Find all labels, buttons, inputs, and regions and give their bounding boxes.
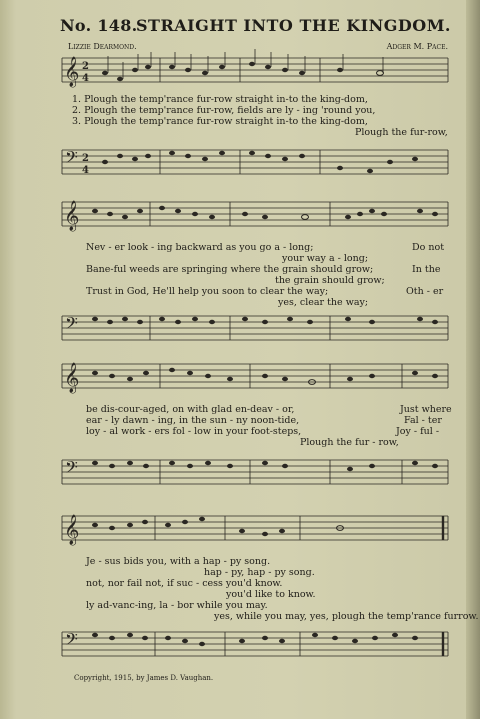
bass-staff bbox=[50, 310, 450, 350]
composer-credit: Adger M. Pace. bbox=[386, 42, 448, 51]
svg-text:𝄢: 𝄢 bbox=[65, 313, 78, 337]
treble-staff bbox=[50, 52, 450, 96]
bass-staff bbox=[50, 454, 450, 494]
lyric-line-3-2: Just where bbox=[400, 404, 452, 415]
hymn-title: STRAIGHT INTO THE KINGDOM. bbox=[136, 16, 451, 35]
lyric-line-2-8: Oth - er bbox=[406, 286, 444, 297]
music-system-1 bbox=[50, 52, 450, 192]
hymn-header bbox=[60, 14, 460, 36]
svg-text:𝄞: 𝄞 bbox=[64, 515, 80, 545]
treble-staff bbox=[50, 358, 450, 398]
lyric-line-4-4: you'd like to know. bbox=[226, 589, 316, 600]
lyric-line-1-3: 3. Plough the temp'rance fur-row straight in-to the king-dom, bbox=[72, 116, 368, 127]
bass-staff bbox=[50, 626, 450, 666]
lyric-line-2-3: your way a - long; bbox=[282, 253, 369, 264]
lyric-line-2-9: yes, clear the way; bbox=[278, 297, 369, 308]
svg-text:𝄢: 𝄢 bbox=[65, 457, 78, 481]
lyric-line-4-3: not, nor fail not, if suc - cess you'd know. bbox=[86, 578, 283, 589]
hymn-number: No. 148. bbox=[60, 16, 138, 35]
lyric-line-3-6: Joy - ful - bbox=[396, 426, 440, 437]
lyric-line-2-6: the grain should grow; bbox=[275, 275, 385, 286]
svg-text:4: 4 bbox=[82, 73, 89, 84]
lyric-line-2-1: Nev - er look - ing backward as you go a - long; bbox=[86, 242, 314, 253]
lyric-line-1-2: 2. Plough the temp'rance fur-row, fields are ly - ing 'round you, bbox=[72, 105, 376, 116]
lyric-line-3-7: Plough the fur - row, bbox=[300, 437, 399, 448]
treble-staff bbox=[50, 510, 450, 550]
copyright-notice: Copyright, 1915, by James D. Vaughan. bbox=[74, 674, 214, 682]
lyric-line-3-3: ear - ly dawn - ing, in the sun - ny noon-tide, bbox=[86, 415, 300, 426]
lyric-line-1-4: Plough the fur-row, bbox=[355, 127, 448, 138]
lyric-line-1-1: 1. Plough the temp'rance fur-row straight in-to the king-dom, bbox=[72, 94, 368, 105]
treble-staff bbox=[50, 196, 450, 236]
lyric-line-2-5: In the bbox=[412, 264, 441, 275]
lyric-line-2-7: Trust in God, He'll help you soon to clear the way; bbox=[86, 286, 329, 297]
svg-text:𝄢: 𝄢 bbox=[65, 629, 78, 653]
svg-text:4: 4 bbox=[82, 165, 89, 176]
lyric-line-4-1: Je - sus bids you, with a hap - py song. bbox=[86, 556, 271, 567]
lyric-line-4-2: hap - py, hap - py song. bbox=[204, 567, 315, 578]
music-system-4 bbox=[50, 510, 479, 670]
svg-text:2: 2 bbox=[82, 153, 89, 164]
lyric-line-4-6: yes, while you may, yes, plough the temp'rance furrow. bbox=[214, 611, 479, 622]
svg-text:𝄞: 𝄞 bbox=[64, 363, 80, 393]
poet-credit: Lizzie Dearmond. bbox=[68, 42, 137, 51]
music-system-3 bbox=[50, 358, 450, 498]
lyric-line-2-2: Do not bbox=[412, 242, 445, 253]
lyric-line-3-1: be dis-cour-aged, on with glad en-deav - or, bbox=[86, 404, 295, 415]
svg-text:𝄞: 𝄞 bbox=[64, 201, 80, 231]
svg-text:𝄢: 𝄢 bbox=[65, 147, 78, 171]
bass-staff bbox=[50, 144, 450, 188]
music-system-2 bbox=[50, 196, 450, 346]
lyric-line-4-5: ly ad-vanc-ing, la - bor while you may. bbox=[86, 600, 268, 611]
lyric-line-3-5: loy - al work - ers fol - low in your foot-steps, bbox=[86, 426, 302, 437]
svg-text:2: 2 bbox=[82, 61, 89, 72]
svg-text:𝄞: 𝄞 bbox=[64, 57, 80, 87]
lyric-line-3-4: Fal - ter bbox=[404, 415, 442, 426]
lyric-line-2-4: Bane-ful weeds are springing where the grain should grow; bbox=[86, 264, 374, 275]
